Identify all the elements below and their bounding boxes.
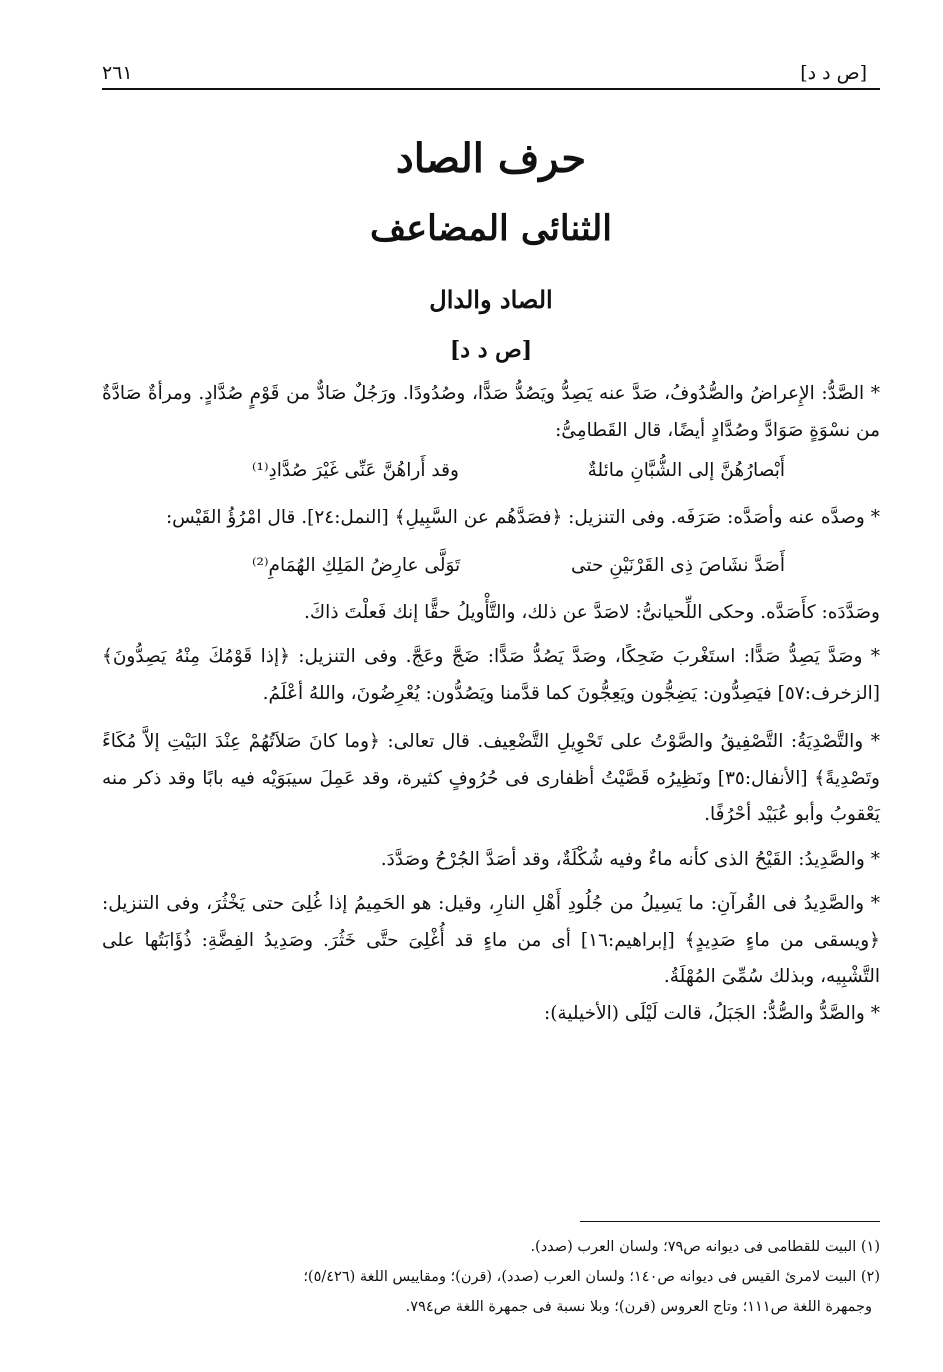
- footnote: (٢) البيت لامرئ القيس فى ديوانه ص١٤٠؛ ولسان العرب (صدد)، (قرن)؛ ومقاييس اللغة (٥/٤٢٦)؛: [303, 1269, 880, 1285]
- paragraph: * وصدَّه عنه وأصَدَّه: صَرَفَه. وفى التنزيل: ﴿فصَدَّهُم عن السَّبِيلِ﴾ [النمل:٢٤]. قال امْرُؤُ القَيْس:: [165, 506, 880, 528]
- paragraph: * والتَّصْدِيَةُ: التَّصْفِيقُ والصَّوْتُ على تَحْوِيلِ التَّضْعِيف. قال تعالى: ﴿وما كانَ صَلاَتُهُمْ عِنْدَ البَيْتِ إلاَّ مُكَاءً وتَصْدِيةً﴾ [الأنفال:٣٥] ونَظِيرُه قَصَّيْتُ أظفارى فى حُرُوفٍ كثيرة، وقد عَمِلَ سيبَوَيْه فيه بابًا وقد ذكر منه يَعْقوبُ وأبو عُبَيْد أحْرُفًا.: [102, 731, 880, 825]
- paragraph: * والصَّدُّ والصُّدُّ: الجَبَلُ، قالت لَيْلَى (الأخيلية):: [543, 1002, 880, 1024]
- paragraph: * والصَّدِيدُ: القَيْحُ الذى كأنه ماءٌ وفيه شُكْلَةٌ، وقد أصَدَّ الجُرْحُ وصَدَّدَ.: [380, 848, 880, 870]
- verse-first-hemistich: أَبْصارُهُنَّ إلى الشُّبَّانِ مائلةٌ: [587, 460, 785, 481]
- page-number: ٢٦١: [102, 62, 133, 84]
- verse-second-hemistich: تَوَلَّى عارِضُ المَلِكِ الهُمَامِ⁽²⁾: [252, 555, 461, 576]
- footnotes: [102, 1232, 880, 1322]
- poetry-verse: [102, 453, 880, 490]
- chapter-title: حرف الصاد: [395, 135, 587, 182]
- header-root: [ص د د]: [800, 62, 867, 84]
- poetry-verse: [102, 548, 880, 585]
- footnote: (١) البيت للقطامى فى ديوانه ص٧٩؛ ولسان العرب (صدد).: [530, 1239, 880, 1255]
- paragraph: وصَدَّدَه: كأَصَدَّه. وحكى اللِّحيانىُّ: لاصَدَّ عن ذلك، والتَّأْويلُ حقًّا إنك فَعلْتَ ذاكَ.: [304, 601, 880, 623]
- header-rule: [102, 88, 880, 90]
- chapter-subtitle: الثنائى المضاعف: [369, 208, 613, 249]
- footnote-rule: [580, 1221, 880, 1222]
- running-header: [102, 44, 867, 84]
- main-text: [102, 376, 880, 1032]
- footnote-continuation: وجمهرة اللغة ص١١١؛ وتاج العروس (قرن)؛ وبلا نسبة فى جمهرة اللغة ص٧٩٤.: [405, 1299, 872, 1315]
- paragraph: * وصَدَّ يَصِدُّ صَدًّا: استَغْربَ ضَحِكًا، وصَدَّ يَصُدُّ صَدًّا: ضَجَّ وعَجَّ. وفى التنزيل: ﴿إذا قَوْمُكَ مِنْهُ يَصِدُّونَ﴾ [الزخرف:٥٧] فيَصِدُّون: يَضِجُّون ويَعِجُّونَ كما قدَّمنا ويَصُدُّون: يُعْرِضُونَ، واللهُ أعْلَمُ.: [102, 646, 880, 704]
- verse-first-hemistich: أَصَدَّ نشَاصَ ذِى القَرْنَيْنِ حتى: [570, 555, 785, 576]
- verse-second-hemistich: وقد أَراهُنَّ عَنِّى غَيْرَ صُدَّادِ⁽¹⁾: [252, 460, 459, 481]
- paragraph: * الصَّدُّ: الإِعراضُ والصُّدُوفُ، صَدَّ عنه يَصِدُّ ويَصُدُّ صَدًّا، وصُدُودًا. ورَجُلٌ صَادٌّ من قَوْمٍ صُدَّادٍ. ومرأةٌ صَادَّةٌ من نسْوَةٍ صَوَادَّ وصُدَّادٍ أيضًا، قال القَطامِىُّ:: [102, 383, 880, 441]
- paragraph: * والصَّدِيدُ فى القُرآنِ: ما يَسِيلُ من جُلُودِ أَهْلِ النارِ، وقيل: هو الحَمِيمُ إذا غُلِىَ حتى يَخْثُرَ، وفى التنزيل: ﴿ويسقى من ماءٍ صَدِيدٍ﴾ [إبراهيم:١٦] أى من ماءٍ قد أُغْلِىَ حتَّى خَثُرَ. وصَدِيدُ الفِضَّةِ: ذُؤَابَتُها على التَّشْبِيه، وبذلك سُمِّىَ المُهْلَةُ.: [102, 893, 880, 987]
- root-heading: [ص د د]: [449, 337, 533, 363]
- section-title: الصاد والدال: [429, 285, 553, 314]
